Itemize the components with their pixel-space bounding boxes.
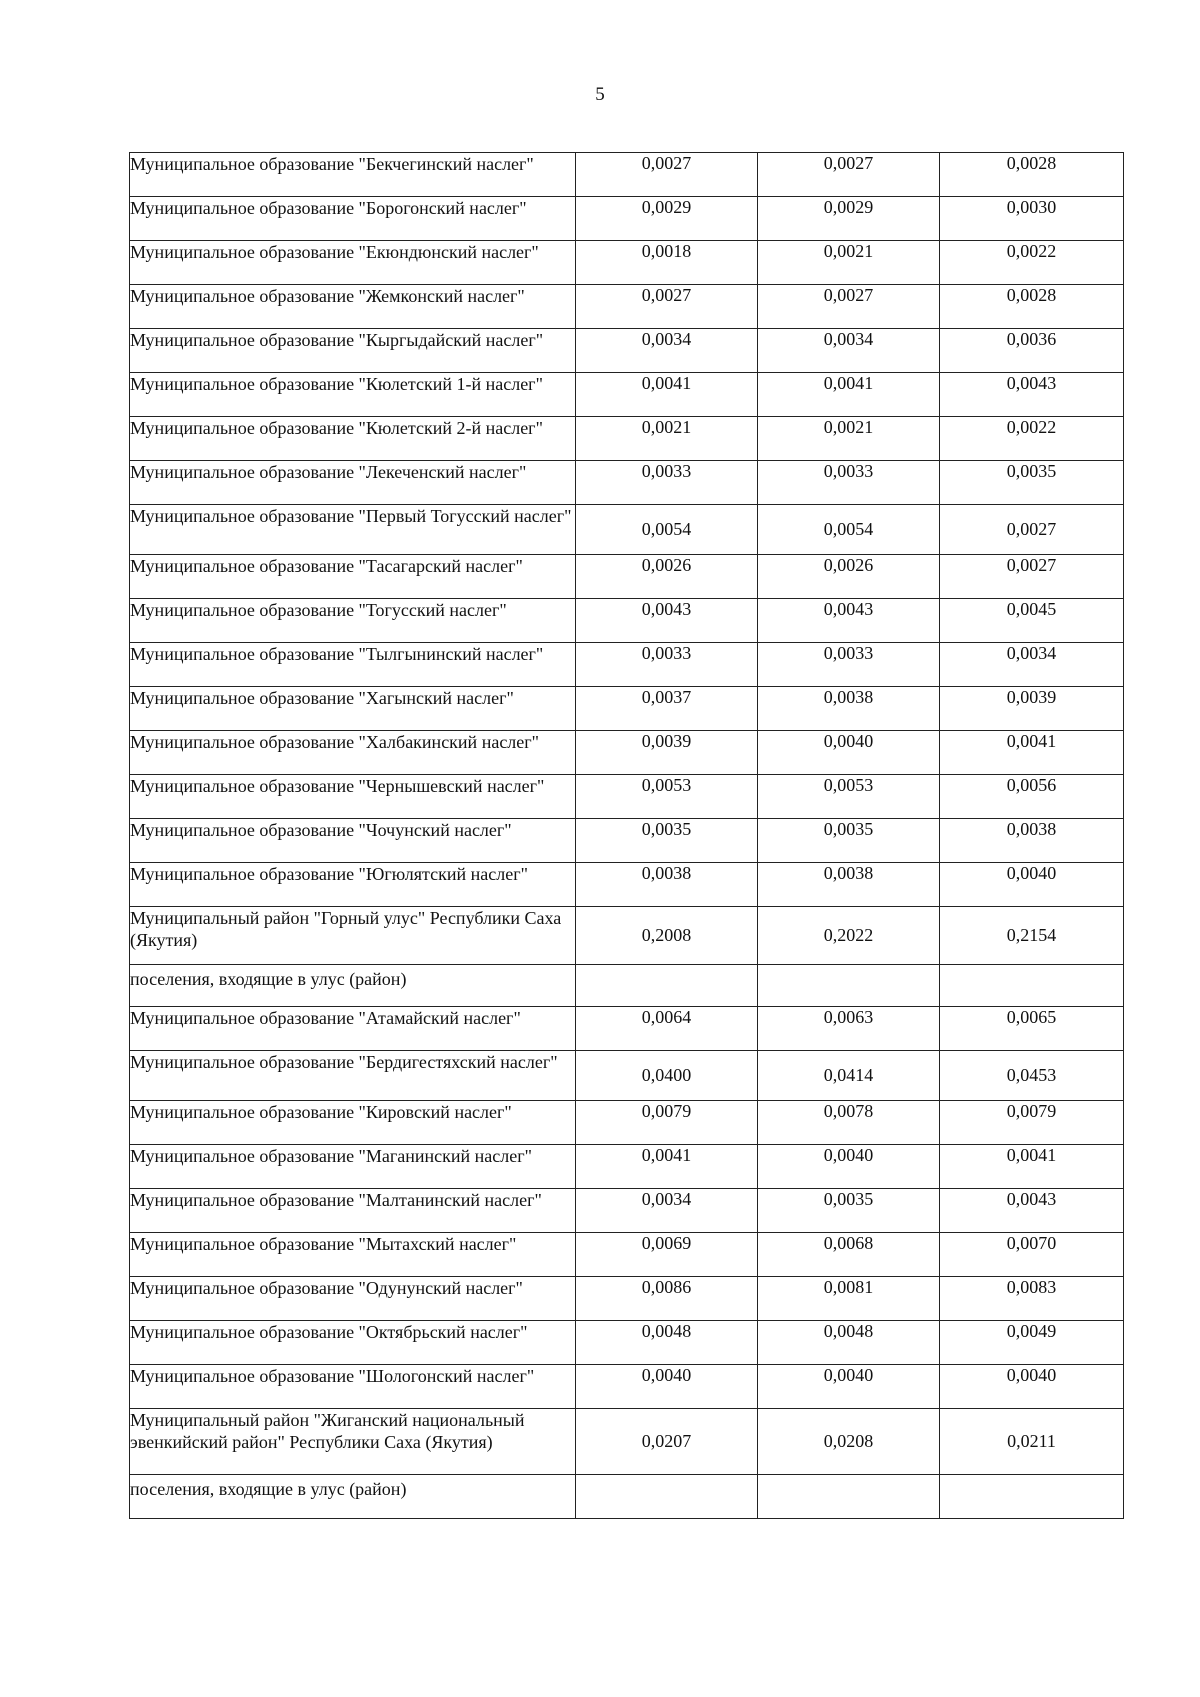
value-cell-2: 0,0035 — [758, 819, 940, 863]
municipality-name: Муниципальное образование "Хагынский наслег" — [130, 687, 576, 731]
value-cell-3: 0,0043 — [940, 1189, 1124, 1233]
value-cell-3: 0,0040 — [940, 1365, 1124, 1409]
value-cell-3: 0,0036 — [940, 329, 1124, 373]
value-cell-3: 0,2154 — [940, 907, 1124, 965]
table-row — [130, 197, 1124, 241]
value-cell-3: 0,0038 — [940, 819, 1124, 863]
value-cell-3: 0,0022 — [940, 417, 1124, 461]
value-cell-1: 0,0033 — [576, 643, 758, 687]
value-cell-3: 0,0028 — [940, 285, 1124, 329]
table-row — [130, 687, 1124, 731]
table-row — [130, 285, 1124, 329]
value-cell-2: 0,0053 — [758, 775, 940, 819]
value-cell-3: 0,0083 — [940, 1277, 1124, 1321]
municipality-name: Муниципальное образование "Бекчегинский наслег" — [130, 153, 576, 197]
table-row — [130, 555, 1124, 599]
municipality-name: Муниципальное образование "Шологонский наслег" — [130, 1365, 576, 1409]
value-cell-2: 0,0068 — [758, 1233, 940, 1277]
value-cell-3: 0,0027 — [940, 505, 1124, 555]
table-row — [130, 1007, 1124, 1051]
table-row — [130, 1145, 1124, 1189]
table-row — [130, 153, 1124, 197]
value-cell-3: 0,0035 — [940, 461, 1124, 505]
value-cell-1: 0,0040 — [576, 1365, 758, 1409]
value-cell-3: 0,0034 — [940, 643, 1124, 687]
value-cell-2: 0,0038 — [758, 863, 940, 907]
value-cell-3: 0,0027 — [940, 555, 1124, 599]
municipality-name: Муниципальное образование "Тылгынинский наслег" — [130, 643, 576, 687]
table-row — [130, 1321, 1124, 1365]
municipality-name: Муниципальное образование "Одунунский наслег" — [130, 1277, 576, 1321]
table-row — [130, 1189, 1124, 1233]
value-cell-3: 0,0040 — [940, 863, 1124, 907]
value-cell-2: 0,0034 — [758, 329, 940, 373]
value-cell-2: 0,0027 — [758, 285, 940, 329]
municipality-name: Муниципальное образование "Халбакинский наслег" — [130, 731, 576, 775]
municipality-name: Муниципальное образование "Тогусский наслег" — [130, 599, 576, 643]
table-row — [130, 417, 1124, 461]
value-cell-2: 0,0033 — [758, 643, 940, 687]
data-table — [129, 152, 1124, 1519]
value-cell-1: 0,0079 — [576, 1101, 758, 1145]
municipality-name: Муниципальное образование "Борогонский наслег" — [130, 197, 576, 241]
municipality-name: Муниципальное образование "Атамайский наслег" — [130, 1007, 576, 1051]
value-cell-1: 0,0018 — [576, 241, 758, 285]
value-cell-1: 0,0053 — [576, 775, 758, 819]
value-cell-2: 0,0041 — [758, 373, 940, 417]
value-cell-2: 0,0021 — [758, 241, 940, 285]
value-cell-2: 0,0029 — [758, 197, 940, 241]
value-cell-1: 0,0054 — [576, 505, 758, 555]
value-cell-3 — [940, 965, 1124, 1007]
value-cell-1: 0,0207 — [576, 1409, 758, 1475]
table-row — [130, 819, 1124, 863]
value-cell-2: 0,0021 — [758, 417, 940, 461]
value-cell-2: 0,0026 — [758, 555, 940, 599]
value-cell-3: 0,0056 — [940, 775, 1124, 819]
value-cell-2: 0,0054 — [758, 505, 940, 555]
table-row — [130, 1365, 1124, 1409]
municipality-name: Муниципальное образование "Екюндюнский наслег" — [130, 241, 576, 285]
value-cell-3: 0,0041 — [940, 1145, 1124, 1189]
municipality-name: Муниципальный район "Горный улус" Республики Саха (Якутия) — [130, 907, 576, 965]
value-cell-1: 0,0027 — [576, 285, 758, 329]
value-cell-1: 0,0034 — [576, 329, 758, 373]
value-cell-1: 0,0086 — [576, 1277, 758, 1321]
value-cell-1: 0,0041 — [576, 1145, 758, 1189]
table-row — [130, 373, 1124, 417]
value-cell-2: 0,0208 — [758, 1409, 940, 1475]
table-row — [130, 1233, 1124, 1277]
value-cell-3: 0,0028 — [940, 153, 1124, 197]
value-cell-2: 0,0081 — [758, 1277, 940, 1321]
table-row — [130, 599, 1124, 643]
value-cell-1: 0,0048 — [576, 1321, 758, 1365]
value-cell-2: 0,0027 — [758, 153, 940, 197]
value-cell-3: 0,0211 — [940, 1409, 1124, 1475]
value-cell-2: 0,0040 — [758, 1365, 940, 1409]
value-cell-2 — [758, 1475, 940, 1519]
value-cell-2: 0,0040 — [758, 1145, 940, 1189]
value-cell-1: 0,0035 — [576, 819, 758, 863]
value-cell-3: 0,0039 — [940, 687, 1124, 731]
municipality-name: Муниципальное образование "Кюлетский 2-й наслег" — [130, 417, 576, 461]
value-cell-1: 0,0038 — [576, 863, 758, 907]
table-row — [130, 1409, 1124, 1475]
value-cell-3: 0,0065 — [940, 1007, 1124, 1051]
value-cell-1: 0,0043 — [576, 599, 758, 643]
municipality-name: Муниципальное образование "Лекеченский наслег" — [130, 461, 576, 505]
value-cell-2: 0,0063 — [758, 1007, 940, 1051]
value-cell-2: 0,0078 — [758, 1101, 940, 1145]
value-cell-3 — [940, 1475, 1124, 1519]
value-cell-1: 0,0041 — [576, 373, 758, 417]
table-row — [130, 505, 1124, 555]
value-cell-3: 0,0043 — [940, 373, 1124, 417]
value-cell-1 — [576, 1475, 758, 1519]
municipality-name: Муниципальный район "Жиганский национальный эвенкийский район" Республики Саха (Якутия) — [130, 1409, 576, 1475]
value-cell-1: 0,2008 — [576, 907, 758, 965]
municipality-name: Муниципальное образование "Малтанинский наслег" — [130, 1189, 576, 1233]
table-row — [130, 241, 1124, 285]
value-cell-2 — [758, 965, 940, 1007]
value-cell-1: 0,0069 — [576, 1233, 758, 1277]
value-cell-2: 0,2022 — [758, 907, 940, 965]
municipality-name: Муниципальное образование "Первый Тогусский наслег" — [130, 505, 576, 555]
value-cell-3: 0,0049 — [940, 1321, 1124, 1365]
municipality-name: Муниципальное образование "Кировский наслег" — [130, 1101, 576, 1145]
municipality-name: Муниципальное образование "Кыргыдайский наслег" — [130, 329, 576, 373]
value-cell-1 — [576, 965, 758, 1007]
section-label: поселения, входящие в улус (район) — [130, 965, 576, 1007]
table-row — [130, 907, 1124, 965]
municipality-name: Муниципальное образование "Чернышевский наслег" — [130, 775, 576, 819]
table-row — [130, 1101, 1124, 1145]
value-cell-3: 0,0079 — [940, 1101, 1124, 1145]
municipality-name: Муниципальное образование "Бердигестяхский наслег" — [130, 1051, 576, 1101]
table-row — [130, 329, 1124, 373]
municipality-name: Муниципальное образование "Мытахский наслег" — [130, 1233, 576, 1277]
table-row — [130, 731, 1124, 775]
value-cell-1: 0,0034 — [576, 1189, 758, 1233]
value-cell-3: 0,0070 — [940, 1233, 1124, 1277]
value-cell-3: 0,0453 — [940, 1051, 1124, 1101]
value-cell-1: 0,0039 — [576, 731, 758, 775]
value-cell-2: 0,0040 — [758, 731, 940, 775]
value-cell-1: 0,0021 — [576, 417, 758, 461]
municipality-name: Муниципальное образование "Югюлятский наслег" — [130, 863, 576, 907]
value-cell-1: 0,0400 — [576, 1051, 758, 1101]
section-label: поселения, входящие в улус (район) — [130, 1475, 576, 1519]
value-cell-2: 0,0414 — [758, 1051, 940, 1101]
municipality-name: Муниципальное образование "Кюлетский 1-й наслег" — [130, 373, 576, 417]
value-cell-1: 0,0037 — [576, 687, 758, 731]
municipality-name: Муниципальное образование "Чочунский наслег" — [130, 819, 576, 863]
value-cell-2: 0,0048 — [758, 1321, 940, 1365]
value-cell-2: 0,0035 — [758, 1189, 940, 1233]
value-cell-3: 0,0022 — [940, 241, 1124, 285]
table-row — [130, 1277, 1124, 1321]
value-cell-2: 0,0043 — [758, 599, 940, 643]
value-cell-1: 0,0026 — [576, 555, 758, 599]
municipality-name: Муниципальное образование "Маганинский наслег" — [130, 1145, 576, 1189]
table-row — [130, 461, 1124, 505]
table-row — [130, 643, 1124, 687]
value-cell-3: 0,0045 — [940, 599, 1124, 643]
table-row — [130, 965, 1124, 1007]
municipality-name: Муниципальное образование "Октябрьский наслег" — [130, 1321, 576, 1365]
municipality-name: Муниципальное образование "Жемконский наслег" — [130, 285, 576, 329]
table-row — [130, 775, 1124, 819]
value-cell-3: 0,0041 — [940, 731, 1124, 775]
value-cell-1: 0,0027 — [576, 153, 758, 197]
value-cell-2: 0,0038 — [758, 687, 940, 731]
value-cell-2: 0,0033 — [758, 461, 940, 505]
value-cell-3: 0,0030 — [940, 197, 1124, 241]
value-cell-1: 0,0029 — [576, 197, 758, 241]
table-row — [130, 863, 1124, 907]
table-row — [130, 1475, 1124, 1519]
value-cell-1: 0,0064 — [576, 1007, 758, 1051]
page-number: 5 — [595, 84, 605, 105]
table-row — [130, 1051, 1124, 1101]
municipality-name: Муниципальное образование "Тасагарский наслег" — [130, 555, 576, 599]
value-cell-1: 0,0033 — [576, 461, 758, 505]
